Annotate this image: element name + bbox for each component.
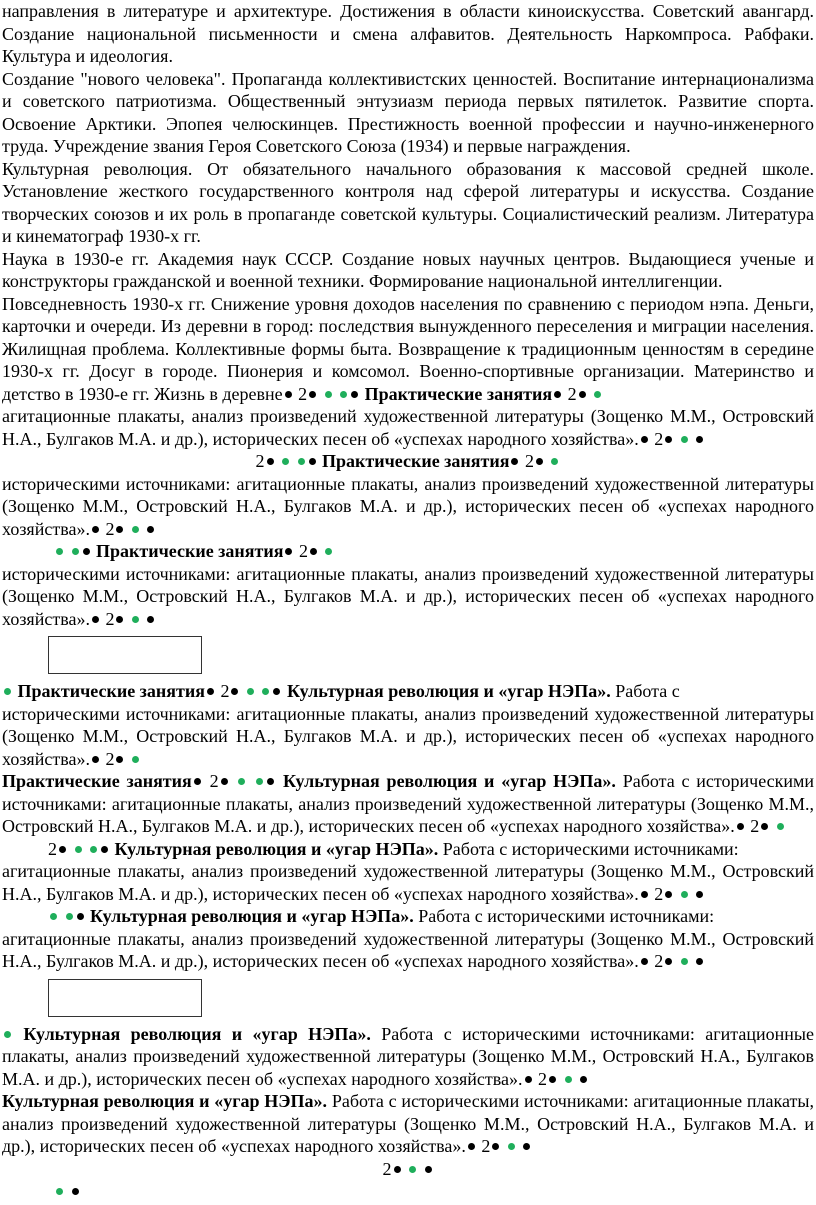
bullet-dot-icon [665, 891, 672, 898]
bullet-dot-icon [256, 778, 263, 785]
bullet-dot-icon [267, 458, 274, 465]
bullet-dot-icon [92, 616, 99, 623]
cultrev-block-6: Культурная революция и «угар НЭПа». Работа с историческими источниками: агитационные плакаты, анализ произведений художественной литературы (Зощенко М.М., Островский Н.А., Булгаков М.А. и др.), исторических песен об «успехах народного хозяйства». 2 [2, 1091, 814, 1156]
bullet-dot-icon [132, 526, 139, 533]
bullet-dot-icon [665, 958, 672, 965]
bullet-dot-icon [696, 436, 703, 443]
bullet-dot-icon [4, 688, 11, 695]
bullet-dot-icon [56, 548, 63, 555]
bullet-dot-icon [665, 436, 672, 443]
practical-cultrev-2: Практические занятия 2 Культурная революция и «угар НЭПа». Работа с историческими источниками: агитационные плакаты, анализ произведений художественной литературы (Зощенко М.М., Островский Н.А., Булгаков М.А. и др.), исторических песен об «успехах народного хозяйства». 2 [2, 771, 815, 836]
bullet-dot-icon [282, 458, 289, 465]
practical-block-3: историческими источниками: агитационные плакаты, анализ произведений художественной литературы (Зощенко М.М., Островский Н.А., Булгаков М.А. и др.), исторических песен об «успехах народного хозяйства». 2 [2, 563, 814, 629]
cultrev-line-3: 2 Культурная революция и «угар НЭПа». Работа с историческими источниками: [48, 838, 739, 859]
practical-heading-line: 2 Практические занятия 2 [2, 450, 814, 473]
bullet-dot-icon [4, 1031, 11, 1038]
empty-frame-box [48, 979, 202, 1017]
bullet-dot-icon [641, 891, 648, 898]
bullet-dot-icon [579, 391, 586, 398]
bullet-dot-icon [525, 1076, 532, 1083]
bullet-dot-icon [285, 391, 292, 398]
bullet-dot-icon [147, 526, 154, 533]
cultrev-block-5: Культурная революция и «угар НЭПа». Работа с историческими источниками: агитационные плакаты, анализ произведений художественной литературы (Зощенко М.М., Островский Н.А., Булгаков М.А. и др.), исторических песен об «успехах народного хозяйства». 2 [2, 1023, 814, 1089]
bullet-dot-icon [90, 846, 97, 853]
bullet-dot-icon [92, 756, 99, 763]
bullet-dot-icon [309, 458, 316, 465]
paragraph-new-man: Создание "нового человека". Пропаганда коллективистских ценностей. Воспитание интернационализма и советского патриотизма. Общественный энтузиазм периода первых пятилеток. Развитие спорта. Освоение Арктики. Эпопея челюскинцев. Престижность военной профессии и научно-инженерного труда. Учреждение звания Героя Советского Союза (1934) и первые награждения. [2, 68, 814, 156]
bullet-dot-icon [101, 846, 108, 853]
bullet-dot-icon [132, 756, 139, 763]
bullet-dot-icon [777, 823, 784, 830]
bullet-dot-icon [565, 1076, 572, 1083]
bullet-dot-icon [66, 913, 73, 920]
bullet-dot-icon [549, 1076, 556, 1083]
bullet-dot-icon [238, 778, 245, 785]
bullet-dot-icon [681, 891, 688, 898]
bullet-dot-icon [737, 823, 744, 830]
bullet-dot-icon [59, 846, 66, 853]
bullet-dot-icon [309, 391, 316, 398]
bullet-dot-icon [351, 391, 358, 398]
bullet-dot-icon [92, 526, 99, 533]
cultrev-block-3: агитационные плакаты, анализ произведений художественной литературы (Зощенко М.М., Островский Н.А., Булгаков М.А. и др.), исторических песен об «успехах народного хозяйства». 2 [2, 861, 814, 904]
bullet-dot-icon [681, 958, 688, 965]
bullet-dot-icon [523, 1143, 530, 1150]
bullet-dot-icon [325, 391, 332, 398]
bullet-dot-icon [116, 756, 123, 763]
bullet-dot-icon [116, 616, 123, 623]
bullet-dot-icon [492, 1143, 499, 1150]
bullet-dot-icon [468, 1143, 475, 1150]
practical-cultrev-1: Практические занятия 2 Культурная революция и «угар НЭПа». Работа с историческими источниками: агитационные плакаты, анализ произведений художественной литературы (Зощенко М.М., Островский Н.А., Булгаков М.А. и др.), исторических песен об «успехах народного хозяйства». 2 [2, 681, 814, 769]
bullet-dot-icon [75, 846, 82, 853]
bullet-dot-icon [72, 548, 79, 555]
bullet-dot-icon [554, 391, 561, 398]
bullet-dot-icon [194, 778, 201, 785]
bullet-dot-icon [50, 913, 57, 920]
bullet-dot-icon [394, 1166, 401, 1173]
cultrev-line-4: Культурная революция и «угар НЭПа». Работа с историческими источниками: [2, 905, 814, 928]
paragraph-everyday-life: Повседневность 1930-х гг. Снижение уровня доходов населения по сравнению с периодом нэпа. Деньги, карточки и очереди. Из деревни в город: последствия вынужденного переселения и миграции населения. Жилищная проблема. Коллективные формы быта. Возвращение к традиционным ценностям в середине 1930-х гг. Досуг в городе. Пионерия и комсомол. Военно-спортивные организации. Материнство и детство в 1930-е гг. Жизнь в деревне 2 Практические занятия 2 [2, 293, 814, 404]
bullet-dot-icon [696, 958, 703, 965]
bullet-dot-icon [580, 1076, 587, 1083]
bullet-dot-icon [72, 1188, 79, 1195]
bullet-dot-icon [761, 823, 768, 830]
paragraph-culture-directions: направления в литературе и архитектуре. Достижения в области киноискусства. Советский авангард. Создание национальной письменности и смена алфавитов. Деятельность Наркомпроса. Рабфаки. Культура и идеология. [2, 1, 814, 66]
bullet-dot-icon [273, 688, 280, 695]
bullet-dot-icon [116, 526, 123, 533]
footer-dots-line [2, 1180, 814, 1203]
bullet-dot-icon [267, 778, 274, 785]
paragraph-science: Наука в 1930-е гг. Академия наук СССР. Создание новых научных центров. Выдающиеся ученые и конструкторы гражданской и военной техники. Формирование национальной интеллигенции. [2, 248, 814, 291]
bullet-dot-icon [310, 548, 317, 555]
practical-heading: Практические занятия [364, 383, 553, 404]
bullet-dot-icon [83, 548, 90, 555]
bullet-dot-icon [147, 616, 154, 623]
bullet-dot-icon [207, 688, 214, 695]
bullet-dot-icon [77, 913, 84, 920]
bullet-dot-icon [262, 688, 269, 695]
bullet-dot-icon [551, 458, 558, 465]
bullet-dot-icon [696, 891, 703, 898]
bullet-dot-icon [285, 548, 292, 555]
bullet-dot-icon [231, 688, 238, 695]
bullet-dot-icon [511, 458, 518, 465]
bullet-dot-icon [340, 391, 347, 398]
cultrev-block-4: агитационные плакаты, анализ произведений художественной литературы (Зощенко М.М., Островский Н.А., Булгаков М.А. и др.), исторических песен об «успехах народного хозяйства». 2 [2, 928, 814, 971]
practical-block-1: агитационные плакаты, анализ произведений художественной литературы (Зощенко М.М., Островский Н.А., Булгаков М.А. и др.), исторических песен об «успехах народного хозяйства». 2 [2, 406, 814, 449]
bullet-dot-icon [132, 616, 139, 623]
bullet-dot-icon [536, 458, 543, 465]
bullet-dot-icon [221, 778, 228, 785]
practical-block-2: историческими источниками: агитационные плакаты, анализ произведений художественной литературы (Зощенко М.М., Островский Н.А., Булгаков М.А. и др.), исторических песен об «успехах народного хозяйства». 2 [2, 473, 814, 539]
bullet-dot-icon [56, 1188, 63, 1195]
bullet-dot-icon [425, 1166, 432, 1173]
paragraph-cultural-revolution: Культурная революция. От обязательного начального образования к массовой средней школе. Установление жесткого государственного контроля над сферой литературы и искусства. Создание творческих союзов и их роль в пропаганде советской культуры. Социалистический реализм. Литература и кинематограф 1930-х гг. [2, 158, 814, 246]
bullet-dot-icon [409, 1166, 416, 1173]
bullet-dot-icon [325, 548, 332, 555]
bullet-dot-icon [247, 688, 254, 695]
bullet-dot-icon [298, 458, 305, 465]
bullet-dot-icon [508, 1143, 515, 1150]
bullet-dot-icon [641, 958, 648, 965]
bullet-dot-icon [594, 391, 601, 398]
footer-marker-line: 2 [2, 1158, 814, 1181]
bullet-dot-icon [641, 436, 648, 443]
bullet-dot-icon [681, 436, 688, 443]
practical-heading-line-2: Практические занятия 2 [2, 540, 814, 563]
empty-frame-box [48, 636, 202, 674]
